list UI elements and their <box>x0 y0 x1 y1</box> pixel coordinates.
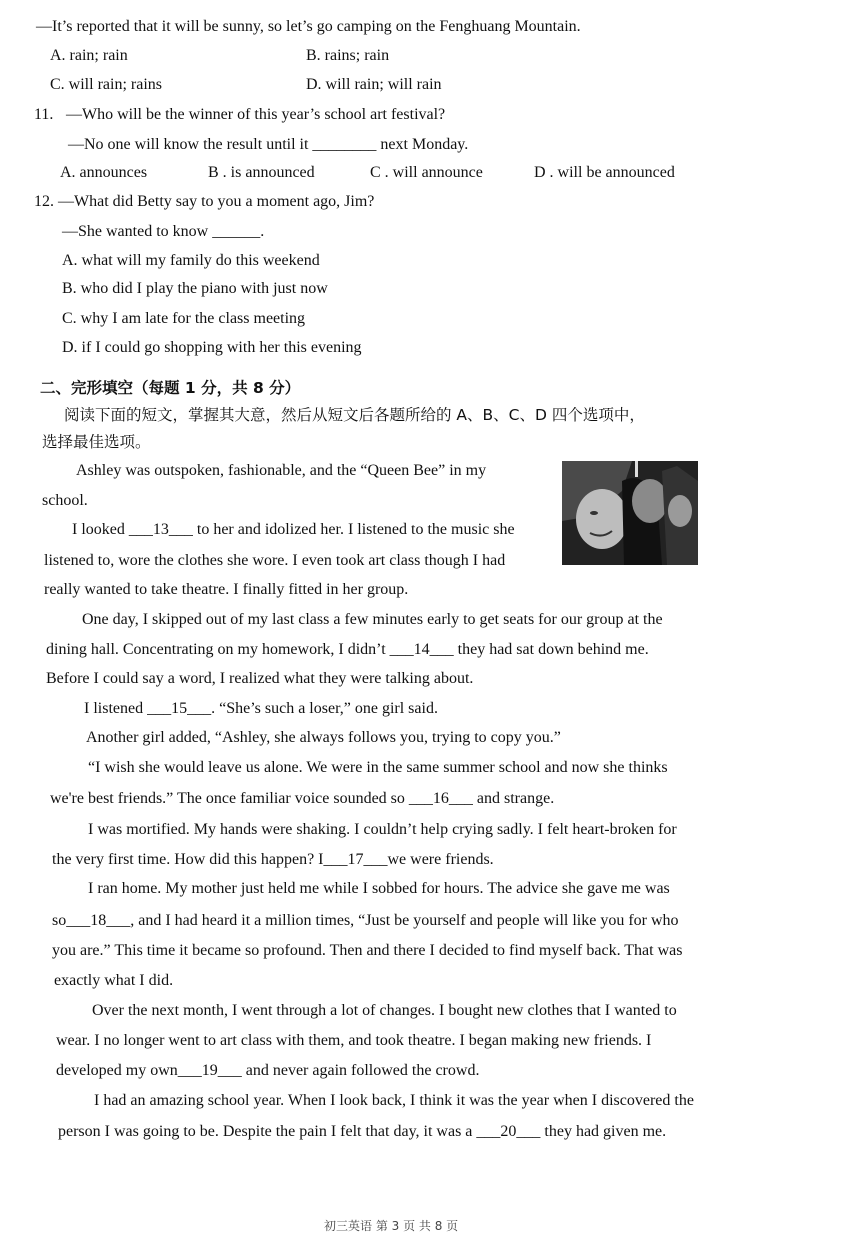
passage-line-9: I listened ___15___. “She’s such a loser,” one girl said. <box>84 700 438 717</box>
q12-question: 12. —What did Betty say to you a moment ago, Jim? <box>34 193 375 210</box>
passage-line-16: so___18___, and I had heard it a million times, “Just be yourself and people will like you for who <box>52 912 679 929</box>
passage-line-14: the very first time. How did this happen? I___17___we were friends. <box>52 851 494 868</box>
passage-line-6: One day, I skipped out of my last class a few minutes early to get seats for our group at the <box>82 611 663 628</box>
passage-line-4: listened to, wore the clothes she wore. I even took art class though I had <box>44 552 506 569</box>
q11-question: —Who will be the winner of this year’s school art festival? <box>66 106 446 123</box>
passage-line-8: Before I could say a word, I realized what they were talking about. <box>46 670 474 687</box>
section-instructions-line1: 阅读下面的短文，掌握其大意，然后从短文后各题所给的 A、B、C、D 四个选项中， <box>64 406 645 424</box>
q11-option-a: A. announces <box>60 164 148 181</box>
q10-option-a: A. rain; rain <box>50 47 128 64</box>
passage-line-15: I ran home. My mother just held me while I sobbed for hours. The advice she gave me was <box>88 880 670 897</box>
section-heading: 二、完形填空（每题 1 分，共 8 分） <box>40 379 301 397</box>
passage-photo <box>562 461 698 565</box>
q12-option-d: D. if I could go shopping with her this evening <box>62 339 362 356</box>
passage-line-20: wear. I no longer went to art class with them, and took theatre. I began making new friends. I <box>56 1032 652 1049</box>
q11-option-b: B . is announced <box>208 164 315 181</box>
passage-line-12: we're best friends.” The once familiar voice sounded so ___16___ and strange. <box>50 790 555 807</box>
passage-line-23: person I was going to be. Despite the pain I felt that day, it was a ___20___ they had given me. <box>58 1123 667 1140</box>
passage-line-21: developed my own___19___ and never again followed the crowd. <box>56 1062 480 1079</box>
passage-line-19: Over the next month, I went through a lot of changes. I bought new clothes that I wanted to <box>92 1002 677 1019</box>
q12-option-c: C. why I am late for the class meeting <box>62 310 306 327</box>
q11-option-d: D . will be announced <box>534 164 675 181</box>
passage-line-11: “I wish she would leave us alone. We were in the same summer school and now she thinks <box>88 759 668 776</box>
passage-line-17: you are.” This time it became so profound. Then and there I decided to find myself back. That was <box>52 942 683 959</box>
passage-line-2: school. <box>42 492 88 509</box>
q11-option-c: C . will announce <box>370 164 483 181</box>
passage-line-3: I looked ___13___ to her and idolized her. I listened to the music she <box>72 521 515 538</box>
section-instructions-line2: 选择最佳选项。 <box>42 433 151 451</box>
passage-line-18: exactly what I did. <box>54 972 174 989</box>
page-footer: 初三英语 第 3 页 共 8 页 <box>324 1219 459 1233</box>
passage-line-1: Ashley was outspoken, fashionable, and the “Queen Bee” in my <box>76 462 487 479</box>
q10-option-b: B. rains; rain <box>306 47 390 64</box>
q10-stem: —It’s reported that it will be sunny, so let’s go camping on the Fenghuang Mountain. <box>36 18 581 35</box>
passage-line-5: really wanted to take theatre. I finally fitted in her group. <box>44 581 409 598</box>
passage-line-22: I had an amazing school year. When I look back, I think it was the year when I discovered the <box>94 1092 694 1109</box>
passage-line-7: dining hall. Concentrating on my homework, I didn’t ___14___ they had sat down behind me. <box>46 641 649 658</box>
q12-option-a: A. what will my family do this weekend <box>62 252 320 269</box>
q11-number: 11. <box>34 106 54 123</box>
q12-answer-line: —She wanted to know ______. <box>62 223 265 240</box>
q10-option-c: C. will rain; rains <box>50 76 162 93</box>
q10-option-d: D. will rain; will rain <box>306 76 442 93</box>
passage-line-10: Another girl added, “Ashley, she always follows you, trying to copy you.” <box>86 729 561 746</box>
passage-line-13: I was mortified. My hands were shaking. I couldn’t help crying sadly. I felt heart-broken for <box>88 821 677 838</box>
q11-answer-line: —No one will know the result until it ________ next Monday. <box>68 136 469 153</box>
q12-option-b: B. who did I play the piano with just now <box>62 280 328 297</box>
